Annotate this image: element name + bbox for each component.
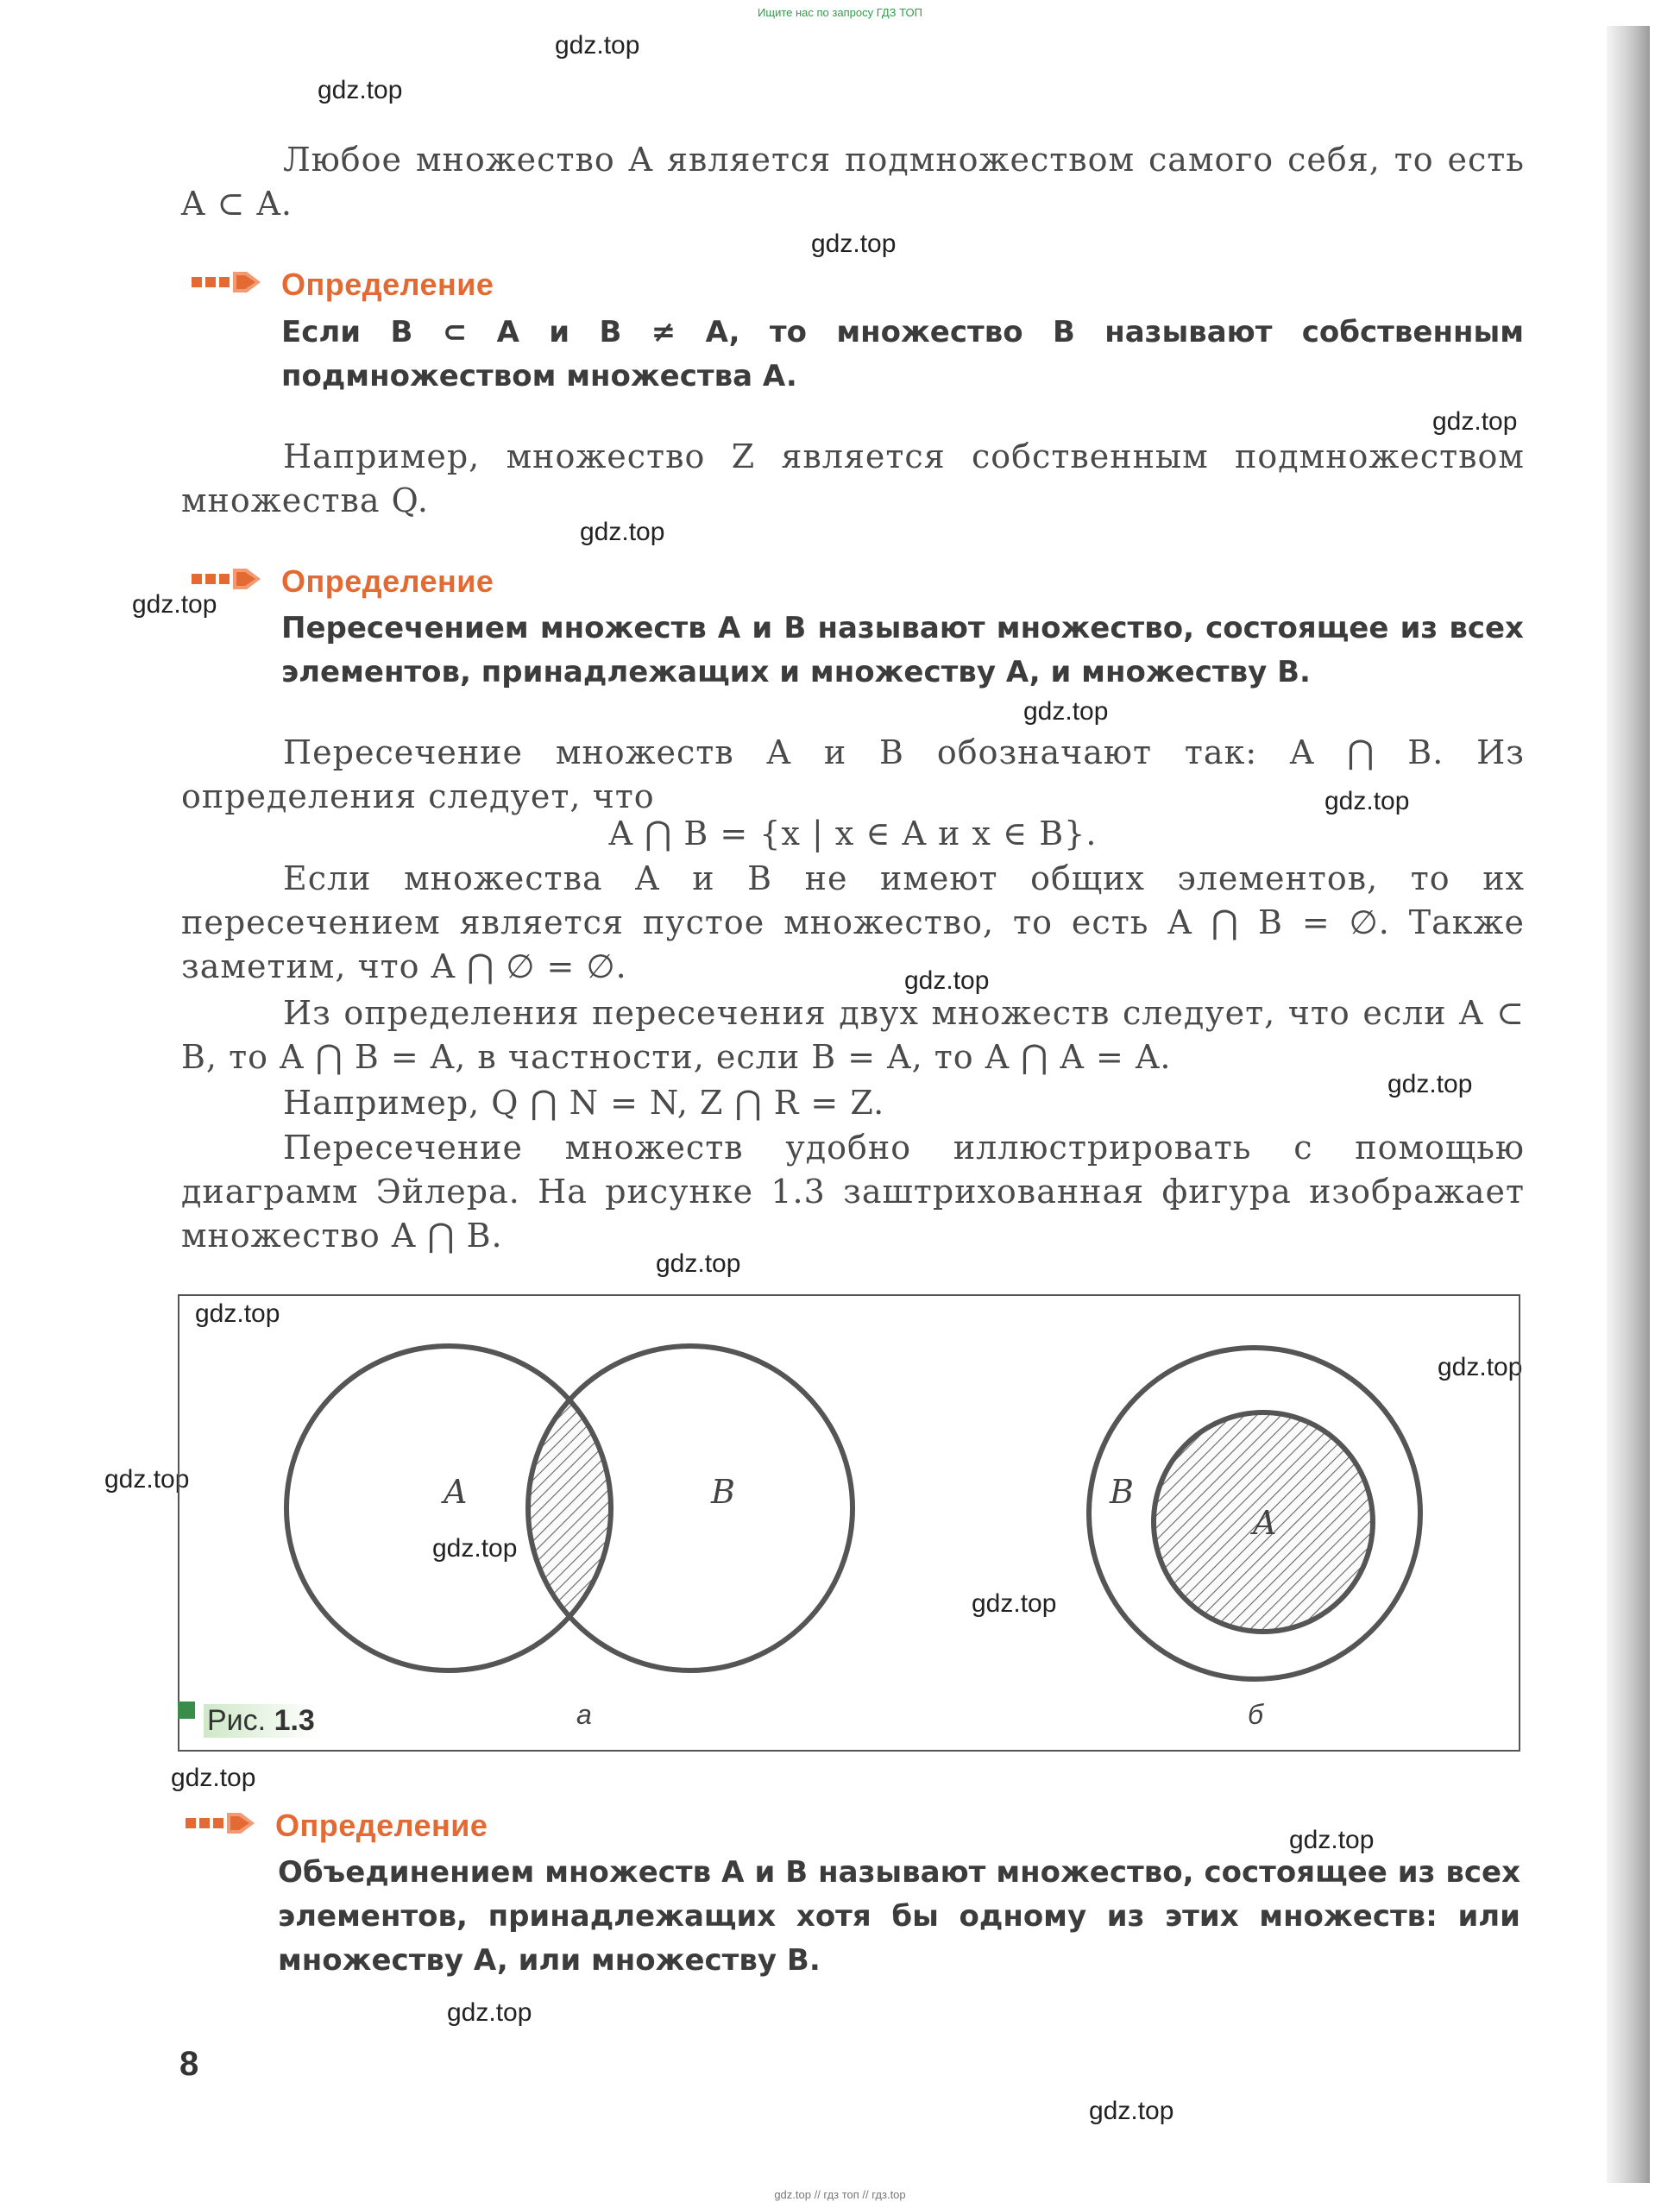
definition-header xyxy=(192,562,494,601)
label-inner-set-a: A xyxy=(1253,1504,1277,1542)
paragraph-intersection-notation: Пересечение множеств A и B обозначают так: A ⋂ B. Из определения следует, что xyxy=(181,733,1525,815)
figure-euler-diagrams xyxy=(178,1294,1523,1752)
caption-number: 1.3 xyxy=(274,1704,315,1737)
caption-marker-icon xyxy=(178,1702,195,1719)
watermark: gdz.top xyxy=(1089,2097,1174,2125)
watermark: gdz.top xyxy=(811,230,897,258)
paragraph-empty-intersection: Если множества A и B не имеют общих элементов, то их пересечением является пустое множество, то есть A ⋂ B = ∅. Также заметим, что A ⋂ ∅ = ∅. xyxy=(181,859,1525,985)
arrow-icon xyxy=(192,267,262,303)
intersection-formula: A ⋂ B = {x | x ∈ A и x ∈ B}. xyxy=(608,815,1098,852)
watermark: gdz.top xyxy=(447,1998,532,2027)
watermark: gdz.top xyxy=(656,1249,741,1278)
watermark: gdz.top xyxy=(104,1465,190,1494)
header-note: Ищите нас по запросу ГДЗ ТОП xyxy=(758,6,922,19)
definition-union: Объединением множеств A и B называют множество, состоящее из всех элементов, принадлежащих хотя бы одному из этих множеств: или множеству A, или множеству B. xyxy=(278,1855,1520,1978)
paragraph-subset-consequence: Из определения пересечения двух множеств следует, что если A ⊂ B, то A ⋂ B = A, в частности, если B = A, то A ⋂ A = A. xyxy=(181,994,1525,1076)
watermark: gdz.top xyxy=(1023,697,1109,726)
paragraph-example-proper-subset: Например, множество Z является собственным подмножеством множества Q. xyxy=(181,437,1525,519)
definition-header xyxy=(192,265,494,305)
watermark: gdz.top xyxy=(195,1299,280,1328)
definition-title: Определение xyxy=(275,1808,488,1843)
label-set-a: A xyxy=(444,1473,468,1511)
figure-caption xyxy=(178,1704,318,1738)
definition-header xyxy=(186,1806,488,1846)
watermark: gdz.top xyxy=(1324,787,1410,815)
book-spine-shadow xyxy=(1607,26,1650,2183)
watermark: gdz.top xyxy=(580,518,665,546)
watermark: gdz.top xyxy=(1432,407,1518,436)
watermark: gdz.top xyxy=(1387,1070,1473,1098)
watermark: gdz.top xyxy=(555,31,640,60)
label-outer-set-b: B xyxy=(1110,1473,1134,1511)
footer-note: gdz.top // гдз топ // гдз.top xyxy=(774,2188,906,2201)
watermark: gdz.top xyxy=(972,1589,1057,1618)
panel-b-label: б xyxy=(1248,1699,1263,1730)
paragraph-euler-intro: Пересечение множеств удобно иллюстрировать с помощью диаграмм Эйлера. На рисунке 1.3 заштрихованная фигура изображает множество A ⋂ B. xyxy=(181,1129,1525,1255)
paragraph-subset-itself: Любое множество A является подмножеством самого себя, то есть A ⊂ A. xyxy=(181,141,1525,223)
watermark: gdz.top xyxy=(432,1534,518,1563)
watermark: gdz.top xyxy=(904,966,990,995)
watermark: gdz.top xyxy=(132,590,217,619)
watermark: gdz.top xyxy=(318,76,403,104)
definition-title: Определение xyxy=(281,563,494,599)
definition-title: Определение xyxy=(281,267,494,302)
page-number: 8 xyxy=(179,2045,199,2083)
arrow-icon xyxy=(192,563,262,600)
paragraph-example-intersection: Например, Q ⋂ N = N, Z ⋂ R = Z. xyxy=(283,1084,885,1122)
label-set-b: B xyxy=(711,1473,735,1511)
euler-diagrams xyxy=(179,1296,1519,1750)
panel-a-label: а xyxy=(576,1699,592,1730)
arrow-icon xyxy=(186,1808,256,1844)
watermark: gdz.top xyxy=(1289,1826,1375,1854)
definition-intersection: Пересечением множеств A и B называют множество, состоящее из всех элементов, принадлежащих и множеству A, и множеству B. xyxy=(281,611,1524,689)
figure-caption-text xyxy=(204,1704,318,1738)
watermark: gdz.top xyxy=(1438,1353,1523,1381)
definition-proper-subset: Если B ⊂ A и B ≠ A, то множество B называют собственным подмножеством множества A. xyxy=(281,315,1524,393)
watermark: gdz.top xyxy=(171,1764,256,1792)
caption-prefix: Рис. xyxy=(207,1704,267,1737)
